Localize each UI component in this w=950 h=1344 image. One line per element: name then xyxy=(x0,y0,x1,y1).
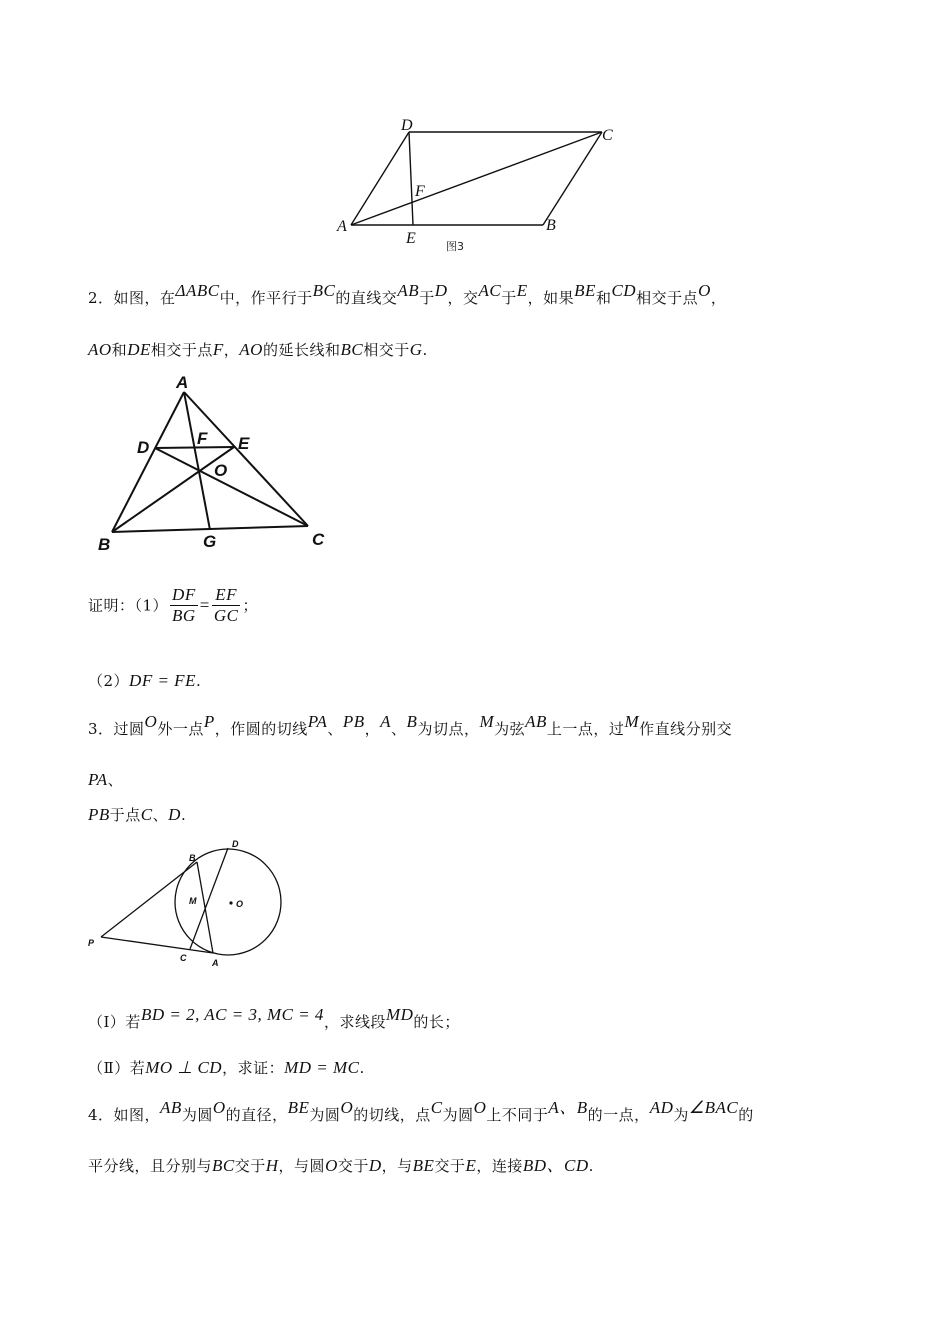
label-b: B xyxy=(189,853,196,863)
problem4-line1: 4．如图，AB为圆O的直径，BE为圆O的切线，点C为圆O上不同于A、B的一点，AD为∠BAC的 xyxy=(88,1098,754,1124)
proof-part1: 证明：（1） $\frac{DF}{BG}$ = $\frac{EF}{GC}$ ； xyxy=(88,585,258,625)
problem2-line2: AO和DE相交于点F，AO的延长线和BC相交于G. xyxy=(88,340,428,359)
label-a: A xyxy=(212,958,219,968)
problem4-line2: 平分线，且分别与BC交于H，与圆O交于D，与BE交于E，连接BD、CD. xyxy=(88,1156,594,1175)
figure-caption: 图3 xyxy=(446,240,464,253)
label-p: P xyxy=(88,938,95,948)
label-a: A xyxy=(176,373,189,392)
label-b: B xyxy=(98,535,111,554)
tangent-pb xyxy=(101,862,197,937)
label-d: D xyxy=(137,438,150,457)
problem3-line2: PA、 xyxy=(88,770,124,789)
label-c: C xyxy=(602,127,613,144)
label-d: D xyxy=(401,117,413,134)
label-c: C xyxy=(180,953,187,963)
label-e: E xyxy=(238,434,250,453)
label-o: O xyxy=(214,461,228,480)
center-point-o xyxy=(229,901,232,904)
label-b: B xyxy=(546,217,556,234)
problem2-line1: 2．如图，在ΔABC中，作平行于BC的直线交AB于D，交AC于E，如果BE和CD相交于点O， xyxy=(88,281,727,307)
proof-part2: （2）DF = FE. xyxy=(88,671,202,690)
label-a: A xyxy=(337,218,347,235)
problem3-part1: （Ⅰ）若BD = 2, AC = 3, MC = 4，求线段MD的长； xyxy=(88,1005,460,1031)
label-f: F xyxy=(197,429,208,448)
label-d: D xyxy=(232,839,239,849)
label-f: F xyxy=(415,183,425,200)
problem3-line3: PB于点C、D. xyxy=(88,805,187,824)
label-c: C xyxy=(312,530,325,549)
label-e: E xyxy=(406,230,416,247)
fraction-df-bg: $\frac{DF}{BG}$ xyxy=(172,585,196,625)
label-m: M xyxy=(189,896,197,906)
problem3-line1: 3．过圆O外一点P，作圆的切线PA、PB，A、B为切点，M为弦AB上一点，过M作直线分别交 xyxy=(88,712,733,738)
label-o: O xyxy=(236,899,244,909)
label-g: G xyxy=(203,532,217,551)
fraction-ef-gc: $\frac{EF}{GC}$ xyxy=(213,585,239,625)
problem3-part2: （Ⅱ）若MO ⊥ CD，求证：MD = MC. xyxy=(88,1058,365,1077)
